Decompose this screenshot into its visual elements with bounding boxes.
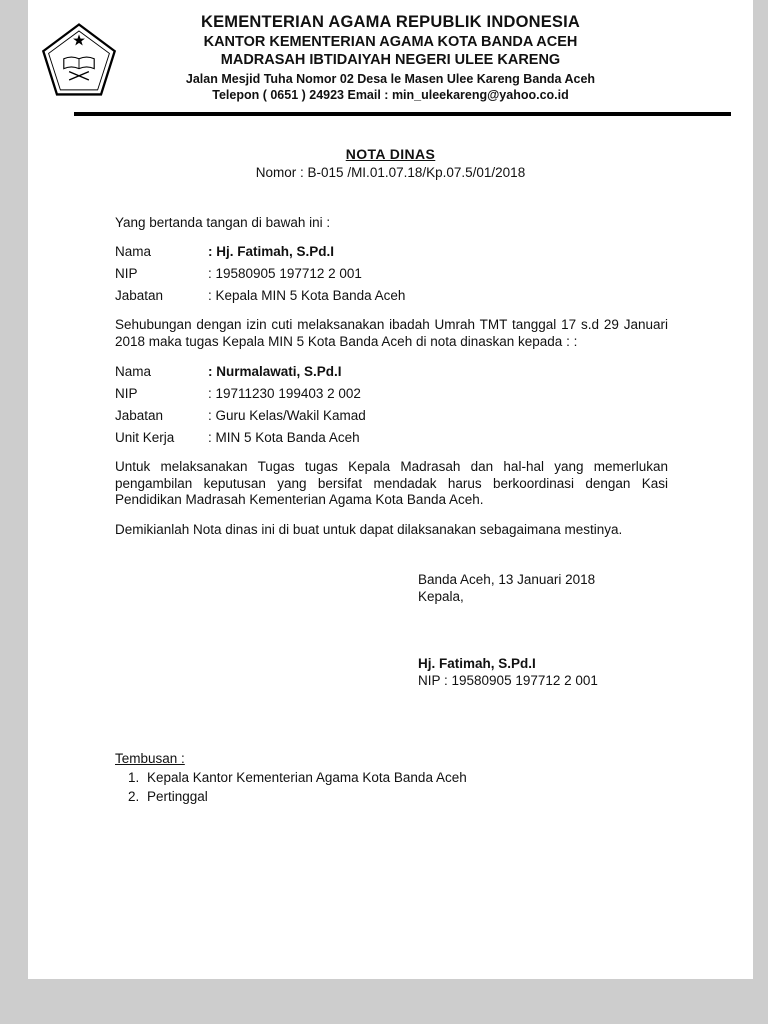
field-value: : 19580905 197712 2 001 — [208, 265, 362, 281]
field-value: : Nurmalawati, S.Pd.I — [208, 363, 342, 379]
field-label: Nama — [115, 243, 152, 259]
signature-position: Kepala, — [418, 588, 464, 604]
person2-fields — [115, 364, 668, 447]
field-value: : Kepala MIN 5 Kota Banda Aceh — [208, 287, 406, 303]
school-name: MADRASAH IBTIDAIYAH NEGERI ULEE KARENG — [220, 52, 561, 68]
kemenag-logo — [41, 23, 117, 99]
signature-block — [418, 571, 668, 689]
office-name: KANTOR KEMENTERIAN AGAMA KOTA BANDA ACEH — [203, 34, 578, 50]
field-value: : Guru Kelas/Wakil Kamad — [208, 407, 366, 423]
field-label: NIP — [115, 385, 138, 401]
ministry-name: KEMENTERIAN AGAMA REPUBLIK INDONESIA — [200, 13, 581, 31]
cc-block — [115, 751, 668, 806]
address-line: Jalan Mesjid Tuha Nomor 02 Desa le Masen Ulee Kareng Banda Aceh — [185, 72, 596, 86]
cc-heading: Tembusan : — [115, 750, 185, 766]
field-row-nama — [115, 244, 668, 261]
letterhead — [28, 0, 753, 102]
paragraph-1: Sehubungan dengan izin cuti melaksanakan ibadah Umrah TMT tanggal 17 s.d 29 Januari 2018 maka tugas Kepala MIN 5 Kota Banda Aceh di nota dinaskan kepada : : — [115, 317, 668, 349]
field-row-unit-kerja — [115, 430, 668, 447]
contact-line: Telepon ( 0651 ) 24923 Email : min_uleekareng@yahoo.co.id — [212, 88, 569, 102]
person1-fields — [115, 244, 668, 305]
paragraph-3: Demikianlah Nota dinas ini di buat untuk dapat dilaksanakan sebagaimana mestinya. — [115, 522, 623, 537]
intro-line: Yang bertanda tangan di bawah ini : — [115, 215, 331, 230]
field-label: Jabatan — [115, 407, 164, 423]
field-row-jabatan — [115, 408, 668, 425]
field-row-jabatan — [115, 288, 668, 305]
signature-name: Hj. Fatimah, S.Pd.I — [418, 655, 536, 671]
field-value: : 19711230 199403 2 002 — [208, 385, 361, 401]
paragraph-2: Untuk melaksanakan Tugas tugas Kepala Madrasah dan hal-hal yang memerlukan pengambilan keputusan yang bersifat mendadak harus berkoordinasi dengan Kasi Pendidikan Madrasah Kementerian Agama Kota Banda Aceh. — [115, 459, 668, 507]
letterhead-text — [28, 13, 753, 102]
document-body — [115, 215, 668, 805]
field-label: Nama — [115, 363, 152, 379]
cc-item: 2. Pertinggal — [143, 789, 668, 806]
field-row-nama — [115, 364, 668, 381]
field-row-nip — [115, 266, 668, 283]
document-number: Nomor : B-015 /MI.01.07.18/Kp.07.5/01/2018 — [255, 165, 526, 180]
field-label: Jabatan — [115, 287, 164, 303]
document-page — [28, 0, 753, 979]
signature-place-date: Banda Aceh, 13 Januari 2018 — [418, 571, 596, 587]
cc-item: 1. Kepala Kantor Kementerian Agama Kota Banda Aceh — [143, 770, 668, 787]
kemenag-emblem-icon — [41, 23, 117, 99]
field-row-nip — [115, 386, 668, 403]
cc-list — [115, 770, 668, 805]
signature-nip: NIP : 19580905 197712 2 001 — [418, 672, 598, 688]
field-label: NIP — [115, 265, 138, 281]
document-title: NOTA DINAS — [345, 146, 436, 162]
field-label: Unit Kerja — [115, 429, 175, 445]
field-value: : MIN 5 Kota Banda Aceh — [208, 429, 360, 445]
field-value: : Hj. Fatimah, S.Pd.I — [208, 243, 335, 259]
letterhead-divider — [74, 112, 731, 116]
